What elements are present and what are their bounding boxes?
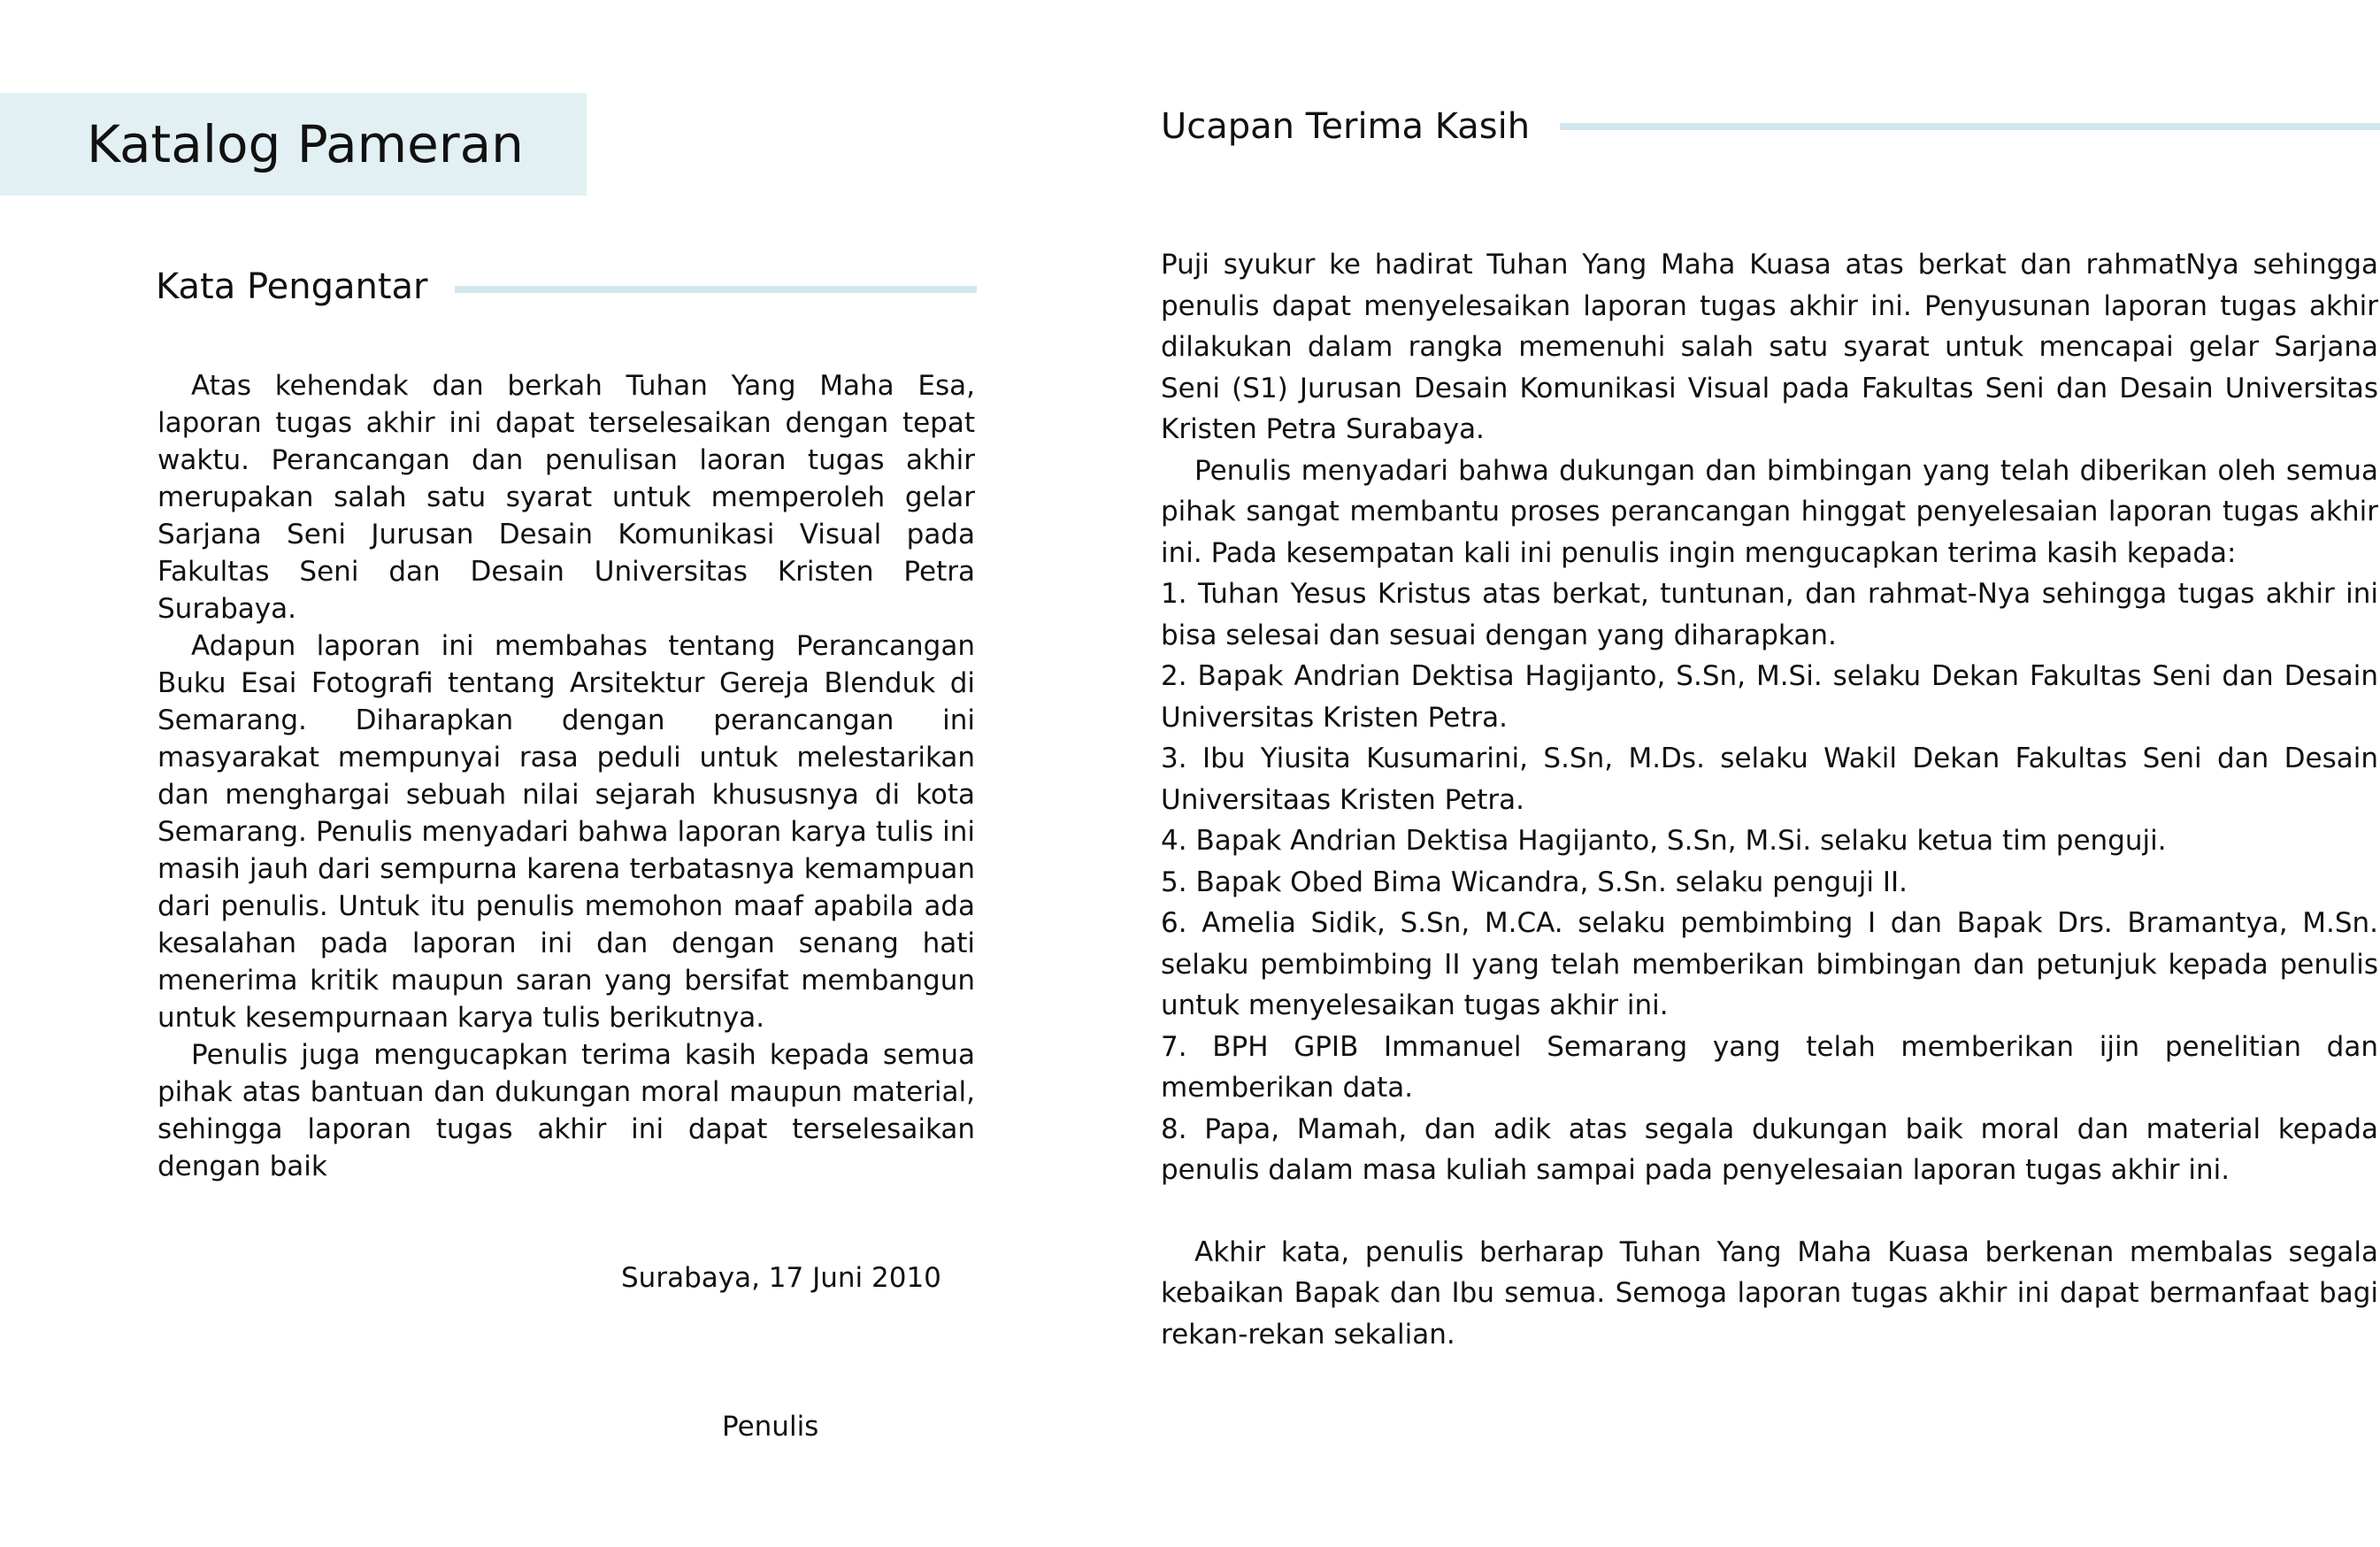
list-number: 8. bbox=[1161, 1112, 1187, 1145]
kata-pengantar-body bbox=[157, 367, 975, 1185]
catalog-title: Katalog Pameran bbox=[87, 114, 524, 174]
closing-paragraph: Akhir kata, penulis berharap Tuhan Yang Maha Kuasa berkenan membalas segala kebaikan Bapak dan Ibu semua. Semoga laporan tugas akhir ini dapat bermanfaat bagi rekan-rekan sekalian. bbox=[1161, 1235, 2378, 1351]
place-date: Surabaya, 17 Juni 2010 bbox=[621, 1262, 941, 1294]
list-item bbox=[1161, 656, 2378, 738]
kata-pengantar-rule bbox=[455, 286, 978, 293]
list-number: 4. bbox=[1161, 825, 1187, 857]
list-text: Papa, Mamah, dan adik atas segala dukungan baik moral dan material kepada penulis dalam masa kuliah sampai pada penyelesaian laporan tugas akhir ini. bbox=[1161, 1112, 2379, 1186]
list-text: Amelia Sidik, S.Sn, M.CA. selaku pembimbing I dan Bapak Drs. Bramantya, M.Sn. selaku pembimbing II yang telah memberikan bimbingan dan petunjuk kepada penulis untuk menyelesaikan tugas akhir ini. bbox=[1161, 907, 2378, 1021]
list-number: 2. bbox=[1161, 660, 1187, 692]
catalog-banner bbox=[0, 93, 587, 196]
list-text: Bapak Andrian Dektisa Hagijanto, S.Sn, M.Si. selaku ketua tim penguji. bbox=[1195, 825, 2167, 857]
list-item bbox=[1161, 1109, 2378, 1191]
ucapan-terima-kasih-header bbox=[1161, 104, 2380, 149]
list-item bbox=[1161, 820, 2378, 862]
list-text: Bapak Andrian Dektisa Hagijanto, S.Sn, M.Si. selaku Dekan Fakultas Seni dan Desain Universitas Kristen Petra. bbox=[1161, 660, 2378, 734]
right-page bbox=[1097, 0, 2379, 1547]
list-number: 7. bbox=[1161, 1030, 1187, 1063]
paragraph: Puji syukur ke hadirat Tuhan Yang Maha Kuasa atas berkat dan rahmatNya sehingga penulis dapat menyelesaikan laporan tugas akhir ini. Penyusunan laporan tugas akhir dilakukan dalam rangka memenuhi salah satu syarat untuk mencapai gelar Sarjana Seni (S1) Jurusan Desain Komunikasi Visual pada Fakultas Seni dan Desain Universitas Kristen Petra Surabaya. bbox=[1161, 249, 2378, 445]
list-item bbox=[1161, 738, 2378, 820]
list-item bbox=[1161, 573, 2378, 656]
list-item bbox=[1161, 1027, 2378, 1109]
paragraph: Atas kehendak dan berkah Tuhan Yang Maha Esa, laporan tugas akhir ini dapat terselesaikan dengan tepat waktu. Perancangan dan penulisan laoran tugas akhir merupakan salah satu syarat untuk memperoleh gelar Sarjana Seni Jurusan Desain Komunikasi Visual pada Fakultas Seni dan Desain Universitas Kristen Petra Surabaya. bbox=[157, 370, 975, 625]
paragraph: Adapun laporan ini membahas tentang Perancangan Buku Esai Fotografi tentang Arsitektur Gereja Blenduk di Semarang. Diharapkan dengan perancangan ini masyarakat mempunyai rasa peduli untuk melestarikan dan menghargai sebuah nilai sejarah khususnya di kota Semarang. Penulis menyadari bahwa laporan karya tulis ini masih jauh dari sempurna karena terbatasnya kemampuan dari penulis. Untuk itu penulis memohon maaf apabila ada kesalahan pada laporan ini dan dengan senang hati menerima kritik maupun saran yang bersifat membangun untuk kesempurnaan karya tulis berikutnya. bbox=[157, 630, 975, 1034]
list-text: Bapak Obed Bima Wicandra, S.Sn. selaku penguji II. bbox=[1195, 866, 1908, 898]
list-number: 6. bbox=[1161, 907, 1187, 939]
paragraph: Penulis juga mengucapkan terima kasih kepada semua pihak atas bantuan dan dukungan moral maupun material, sehingga laporan tugas akhir ini dapat terselesaikan dengan baik bbox=[157, 1039, 975, 1182]
kata-pengantar-header bbox=[156, 265, 977, 309]
author-signature: Penulis bbox=[722, 1411, 819, 1443]
list-item bbox=[1161, 862, 2378, 904]
list-text: Ibu Yiusita Kusumarini, S.Sn, M.Ds. selaku Wakil Dekan Fakultas Seni dan Desain Universitaas Kristen Petra. bbox=[1161, 743, 2378, 816]
ucapan-terima-kasih-title: Ucapan Terima Kasih bbox=[1161, 106, 1531, 147]
spacer bbox=[1161, 1191, 2378, 1232]
list-item bbox=[1161, 903, 2378, 1027]
ucapan-terima-kasih-body bbox=[1161, 244, 2378, 1355]
kata-pengantar-title: Kata Pengantar bbox=[156, 266, 428, 307]
list-number: 5. bbox=[1161, 866, 1187, 898]
list-text: BPH GPIB Immanuel Semarang yang telah memberikan ijin penelitian dan memberikan data. bbox=[1161, 1030, 2378, 1104]
paragraph: Penulis menyadari bahwa dukungan dan bimbingan yang telah diberikan oleh semua pihak sangat membantu proses perancangan hinggat penyelesaian laporan tugas akhir ini. Pada kesempatan kali ini penulis ingin mengucapkan terima kasih kepada: bbox=[1161, 454, 2378, 569]
ucapan-terima-kasih-rule bbox=[1560, 123, 2380, 130]
list-number: 1. bbox=[1161, 578, 1187, 610]
left-page bbox=[0, 0, 1097, 1547]
thanks-list bbox=[1161, 573, 2378, 1191]
list-number: 3. bbox=[1161, 743, 1187, 774]
list-text: Tuhan Yesus Kristus atas berkat, tuntunan, dan rahmat-Nya sehingga tugas akhir ini bisa selesai dan sesuai dengan yang diharapkan. bbox=[1161, 578, 2379, 651]
